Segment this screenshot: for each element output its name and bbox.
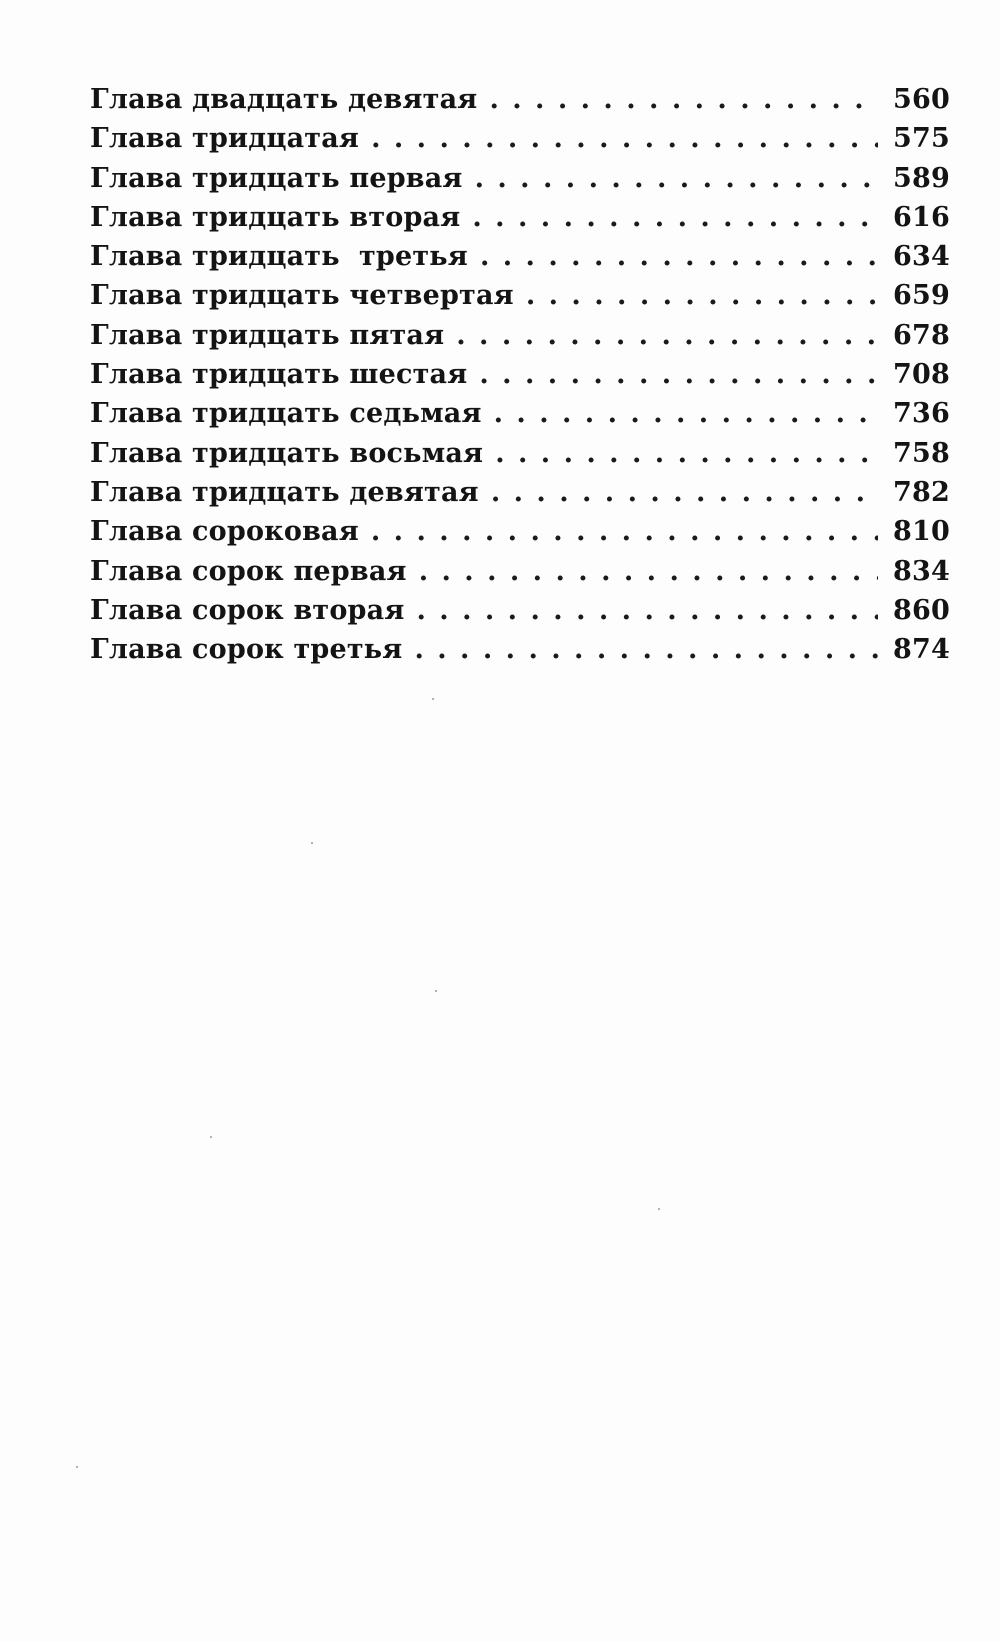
scan-speck xyxy=(76,1466,78,1468)
chapter-title: Глава тридцать восьмая xyxy=(90,437,484,469)
chapter-title: Глава тридцать четвертая xyxy=(90,280,514,312)
page-number: 758 xyxy=(893,437,950,469)
chapter-title: Глава тридцать пятая xyxy=(90,319,445,351)
table-of-contents xyxy=(90,84,950,673)
chapter-title: Глава тридцатая xyxy=(90,123,360,155)
dot-leader xyxy=(495,438,878,469)
page-number: 736 xyxy=(893,398,950,430)
page-number: 575 xyxy=(893,123,950,155)
dot-leader xyxy=(479,359,878,390)
scan-speck xyxy=(658,1208,660,1210)
toc-entry xyxy=(90,241,950,280)
chapter-title: Глава тридцать третья xyxy=(90,241,468,273)
page-number: 874 xyxy=(893,634,950,666)
chapter-title: Глава сорок первая xyxy=(90,555,407,587)
toc-entry xyxy=(90,280,950,319)
chapter-title: Глава сорок третья xyxy=(90,634,403,666)
toc-entry xyxy=(90,359,950,398)
toc-entry xyxy=(90,202,950,241)
toc-entry xyxy=(90,84,950,123)
chapter-title: Глава тридцать седьмая xyxy=(90,398,482,430)
chapter-title: Глава тридцать первая xyxy=(90,162,463,194)
toc-entry xyxy=(90,320,950,359)
dot-leader xyxy=(489,84,878,115)
chapter-title: Глава тридцать вторая xyxy=(90,201,461,233)
dot-leader xyxy=(491,477,878,508)
toc-entry xyxy=(90,556,950,595)
dot-leader xyxy=(456,320,878,351)
scan-speck xyxy=(432,698,434,700)
page-number: 678 xyxy=(893,319,950,351)
scan-speck xyxy=(311,842,313,844)
page-number: 860 xyxy=(893,594,950,626)
toc-entry xyxy=(90,163,950,202)
dot-leader xyxy=(494,398,878,429)
chapter-title: Глава двадцать девятая xyxy=(90,84,478,115)
dot-leader xyxy=(475,163,878,194)
page-number: 659 xyxy=(893,280,950,312)
page-number: 616 xyxy=(893,201,950,233)
page-number: 782 xyxy=(893,476,950,508)
toc-entry xyxy=(90,634,950,673)
dot-leader xyxy=(371,123,878,154)
page-number: 834 xyxy=(893,555,950,587)
page-number: 708 xyxy=(893,359,950,391)
dot-leader xyxy=(480,241,878,272)
dot-leader xyxy=(526,280,878,311)
toc-entry xyxy=(90,123,950,162)
scan-speck xyxy=(210,1136,212,1138)
page-number: 560 xyxy=(893,84,950,115)
dot-leader xyxy=(414,634,878,665)
chapter-title: Глава сорок вторая xyxy=(90,594,405,626)
chapter-title: Глава сороковая xyxy=(90,516,359,548)
toc-entry xyxy=(90,438,950,477)
dot-leader xyxy=(419,556,878,587)
toc-entry xyxy=(90,477,950,516)
dot-leader xyxy=(416,595,878,626)
scan-speck xyxy=(435,990,437,992)
dot-leader xyxy=(472,202,878,233)
page-number: 589 xyxy=(893,162,950,194)
chapter-title: Глава тридцать девятая xyxy=(90,476,479,508)
chapter-title: Глава тридцать шестая xyxy=(90,359,468,391)
page-number: 634 xyxy=(893,241,950,273)
dot-leader xyxy=(371,516,878,547)
page-number: 810 xyxy=(893,516,950,548)
toc-entry xyxy=(90,516,950,555)
toc-entry xyxy=(90,595,950,634)
toc-entry xyxy=(90,398,950,437)
